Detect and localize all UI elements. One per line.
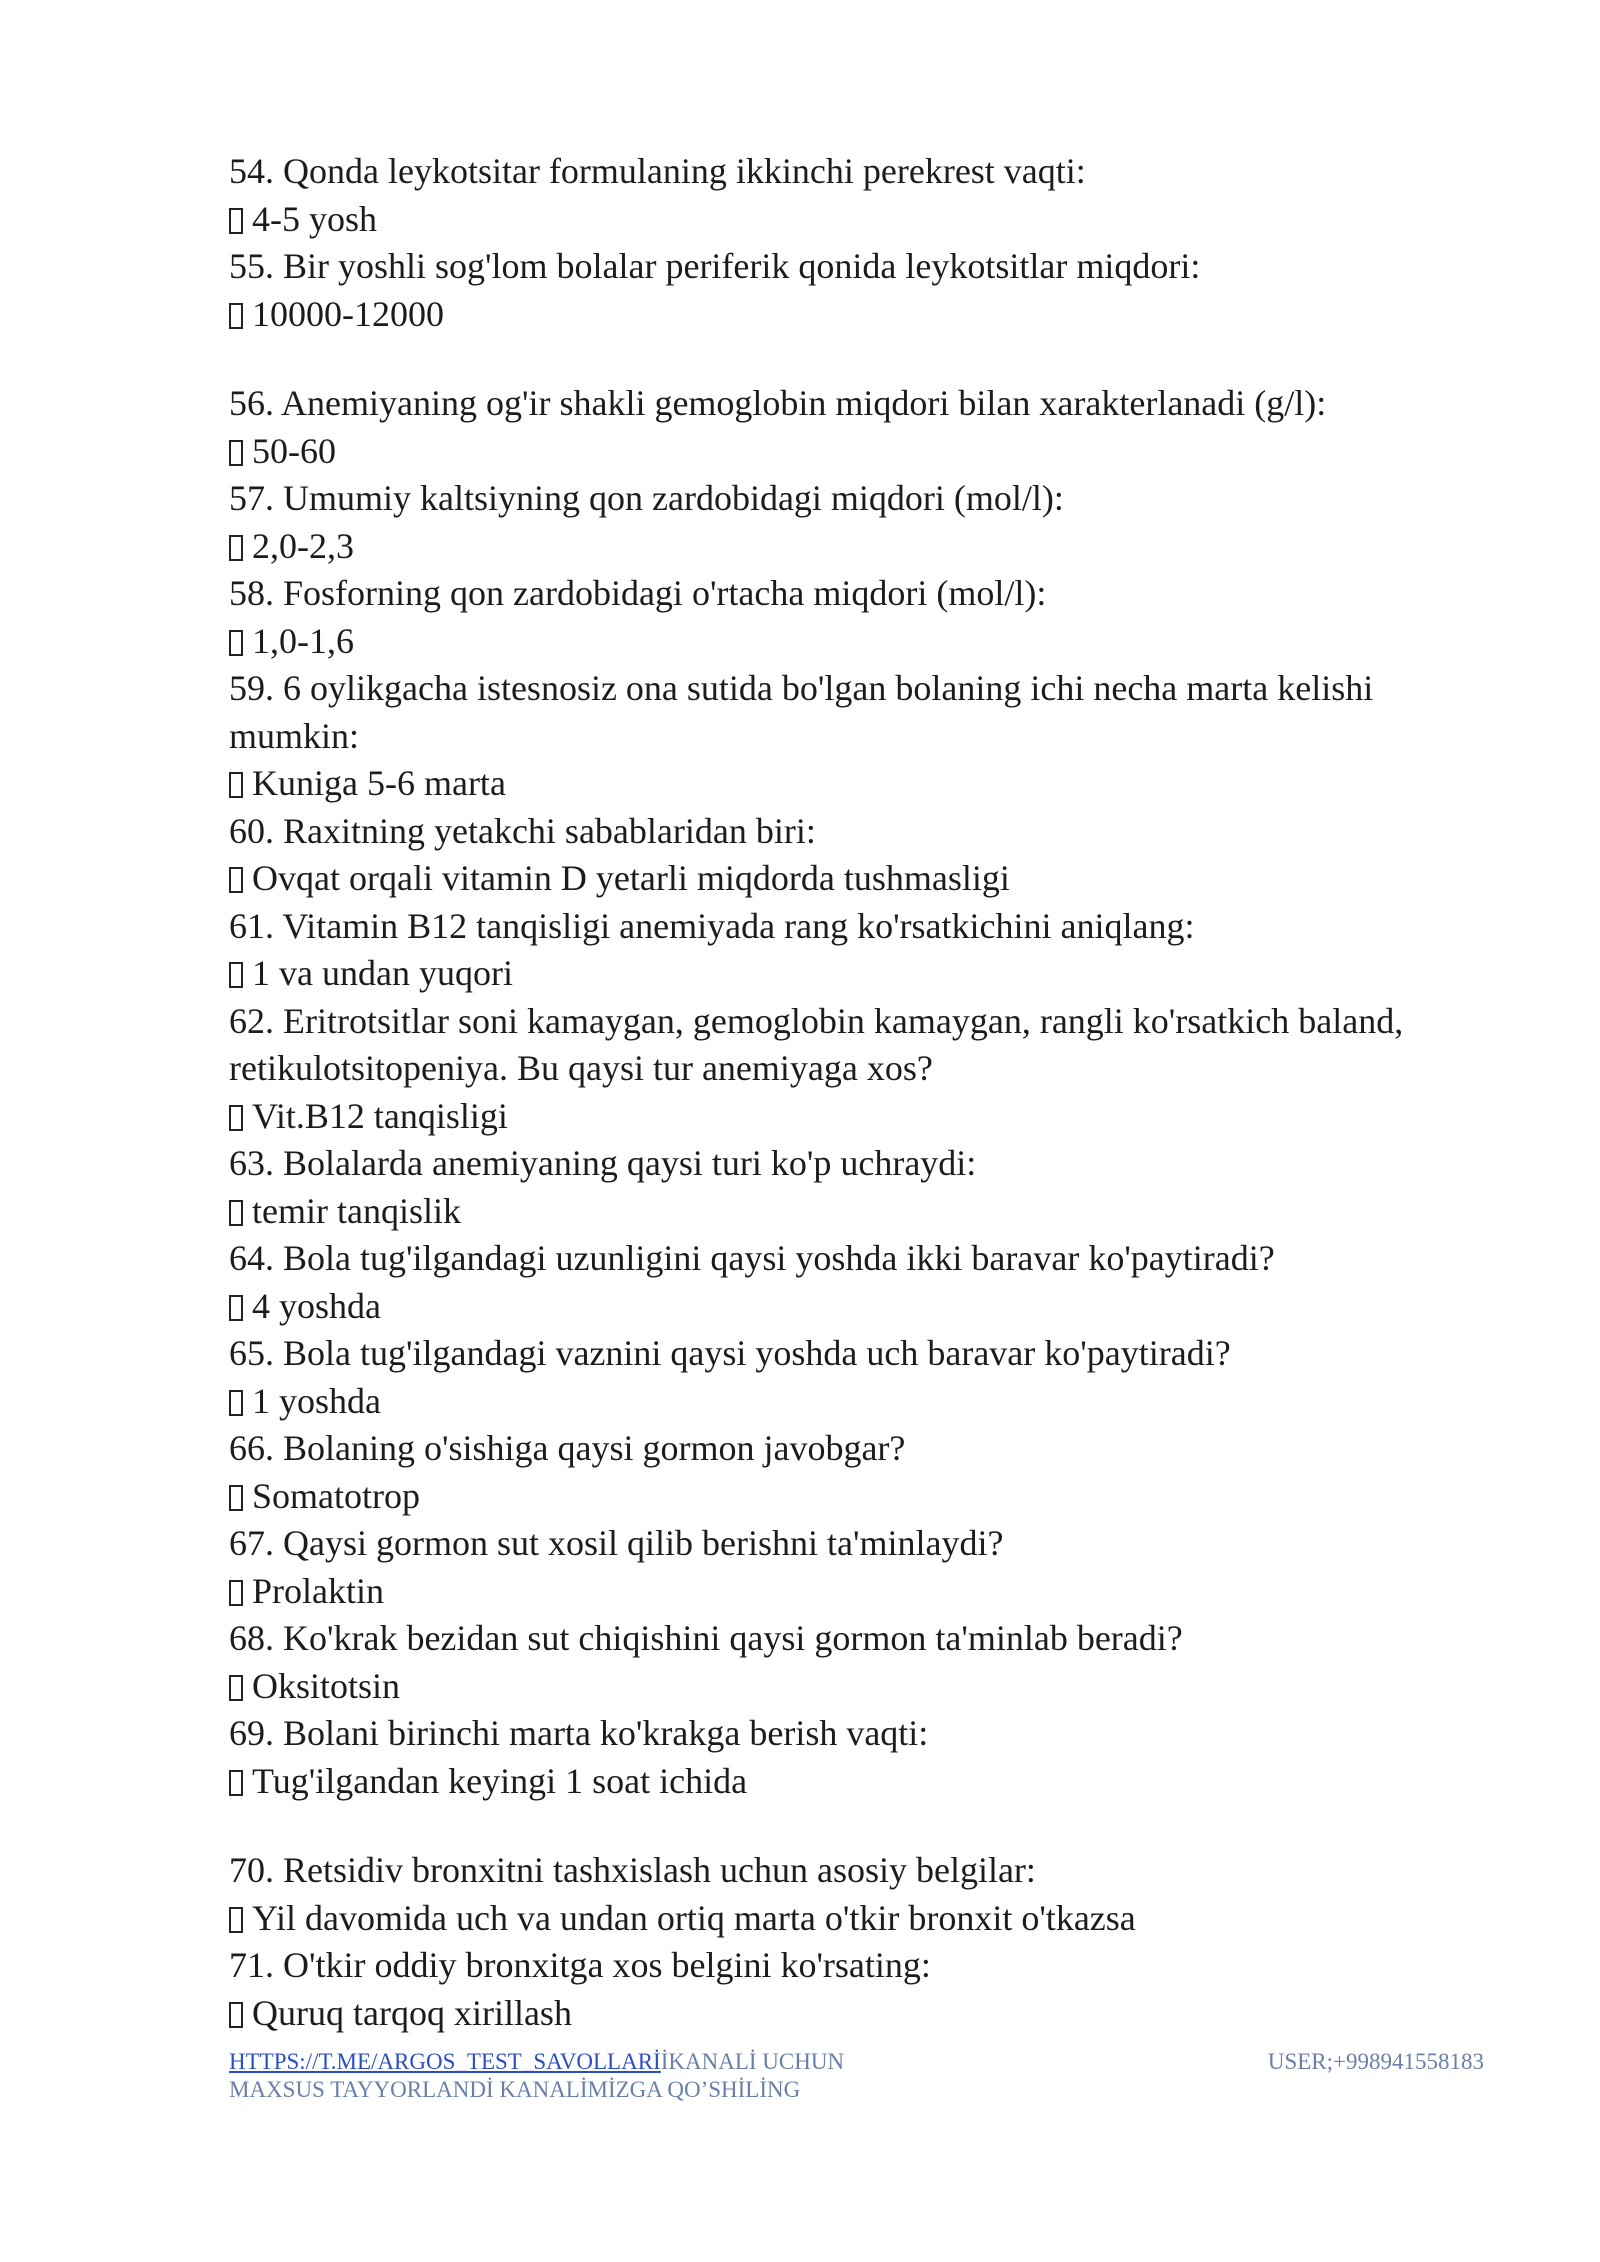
answer-70: [229, 1895, 1499, 1943]
question-61: 61. Vitamin B12 tanqisligi anemiyada rang ko'rsatkichini aniqlang:: [229, 905, 1195, 946]
checkbox-glyph-icon: [229, 303, 243, 329]
question-54: 54. Qonda leykotsitar formulaning ikkinchi perekrest vaqti:: [229, 151, 1086, 191]
checkbox-glyph-icon: [229, 1907, 243, 1933]
answer-text: Oksitotsin: [252, 1665, 401, 1706]
answer-text: Tug'ilgandan keyingi 1 soat ichida: [252, 1760, 748, 1801]
footer-user-contact: USER;+998941558183: [1267, 2049, 1484, 2074]
checkbox-glyph-icon: [229, 1105, 243, 1131]
question-64: 64. Bola tug'ilgandagi uzunligini qaysi yoshda ikki baravar ko'paytiradi?: [229, 1238, 1275, 1278]
answer-66: [229, 1473, 1499, 1521]
question-60: 60. Raxitning yetakchi sabablaridan biri:: [229, 810, 816, 851]
footer-channel-text: İKANALİ UCHUN MAXSUS TAYYORLANDİ KANALİMİZGA QO’SHİLİNG: [229, 2049, 845, 2102]
answer-text: 1,0-1,6: [252, 620, 354, 661]
question-62: 62. Eritrotsitlar soni kamaygan, gemoglobin kamaygan, rangli ko'rsatkich baland, retikulotsitopeniya. Bu qaysi tur anemiyaga xos?: [229, 1000, 1404, 1088]
checkbox-glyph-icon: [229, 1295, 243, 1321]
checkbox-glyph-icon: [229, 535, 243, 561]
question-55: 55. Bir yoshli sog'lom bolalar periferik qonida leykotsitlar miqdori:: [229, 246, 1201, 286]
question-71: 71. O'tkir oddiy bronxitga xos belgini ko'rsating:: [229, 1945, 931, 1985]
answer-59: [229, 760, 1499, 808]
answer-60: [229, 855, 1499, 903]
answer-64: [229, 1283, 1499, 1331]
question-56: 56. Anemiyaning og'ir shakli gemoglobin miqdori bilan xarakterlanadi (g/l):: [229, 383, 1327, 423]
answer-57: [229, 523, 1499, 571]
checkbox-glyph-icon: [229, 440, 243, 466]
document-page: [229, 148, 1499, 2037]
checkbox-glyph-icon: [229, 772, 243, 798]
answer-text: 4-5 yosh: [252, 198, 377, 239]
question-59: 59. 6 oylikgacha istesnosiz ona sutida bo'lgan bolaning ichi necha marta kelishi mumkin:: [229, 668, 1374, 756]
answer-text: 10000-12000: [252, 293, 444, 334]
checkbox-glyph-icon: [229, 1770, 243, 1796]
paragraph-gap: [229, 338, 1499, 380]
answer-text: Quruq tarqoq xirillash: [252, 1992, 572, 2033]
answer-54: [229, 196, 1499, 244]
answer-text: 2,0-2,3: [252, 525, 354, 566]
answer-61: [229, 950, 1499, 998]
checkbox-glyph-icon: [229, 208, 243, 234]
answer-58: [229, 618, 1499, 666]
answer-text: Kuniga 5-6 marta: [252, 763, 506, 803]
telegram-channel-link[interactable]: HTTPS://T.ME/ARGOS_TEST_SAVOLLARİ: [229, 2049, 661, 2074]
checkbox-glyph-icon: [229, 962, 243, 988]
answer-text: Yil davomida uch va undan ortiq marta o'tkir bronxit o'tkazsa: [252, 1897, 1136, 1938]
paragraph-gap: [229, 1805, 1499, 1847]
answer-text: Prolaktin: [252, 1570, 384, 1611]
question-67: 67. Qaysi gormon sut xosil qilib berishni ta'minlaydi?: [229, 1523, 1004, 1563]
checkbox-glyph-icon: [229, 1675, 243, 1701]
footer-channel-note: [229, 2048, 849, 2104]
question-66: 66. Bolaning o'sishiga qaysi gormon javobgar?: [229, 1428, 906, 1468]
answer-text: temir tanqislik: [252, 1190, 461, 1231]
answer-71: [229, 1990, 1499, 2038]
answer-68: [229, 1663, 1499, 1711]
question-63: 63. Bolalarda anemiyaning qaysi turi ko'p uchraydi:: [229, 1143, 977, 1183]
checkbox-glyph-icon: [229, 1580, 243, 1606]
answer-text: 50-60: [252, 430, 336, 471]
answer-text: 1 yoshda: [252, 1380, 381, 1421]
answer-text: Somatotrop: [252, 1475, 420, 1516]
checkbox-glyph-icon: [229, 1390, 243, 1416]
answer-67: [229, 1568, 1499, 1616]
checkbox-glyph-icon: [229, 2002, 243, 2028]
answer-63: [229, 1188, 1499, 1236]
answer-55: [229, 291, 1499, 339]
question-68: 68. Ko'krak bezidan sut chiqishini qaysi gormon ta'minlab beradi?: [229, 1618, 1183, 1658]
answer-56: [229, 428, 1499, 476]
answer-65: [229, 1378, 1499, 1426]
question-58: 58. Fosforning qon zardobidagi o'rtacha miqdori (mol/l):: [229, 573, 1047, 613]
answer-62: [229, 1093, 1499, 1141]
question-65: 65. Bola tug'ilgandagi vaznini qaysi yoshda uch baravar ko'paytiradi?: [229, 1333, 1231, 1373]
answer-text: 1 va undan yuqori: [252, 953, 513, 993]
answer-text: Ovqat orqali vitamin D yetarli miqdorda tushmasligi: [252, 858, 1010, 898]
checkbox-glyph-icon: [229, 630, 243, 656]
question-70: 70. Retsidiv bronxitni tashxislash uchun asosiy belgilar:: [229, 1850, 1036, 1890]
checkbox-glyph-icon: [229, 1485, 243, 1511]
answer-69: [229, 1758, 1499, 1806]
answer-text: 4 yoshda: [252, 1285, 381, 1326]
question-57: 57. Umumiy kaltsiyning qon zardobidagi miqdori (mol/l):: [229, 478, 1064, 518]
checkbox-glyph-icon: [229, 867, 243, 893]
checkbox-glyph-icon: [229, 1200, 243, 1226]
answer-text: Vit.B12 tanqisligi: [252, 1095, 508, 1136]
question-69: 69. Bolani birinchi marta ko'krakga berish vaqti:: [229, 1713, 929, 1753]
